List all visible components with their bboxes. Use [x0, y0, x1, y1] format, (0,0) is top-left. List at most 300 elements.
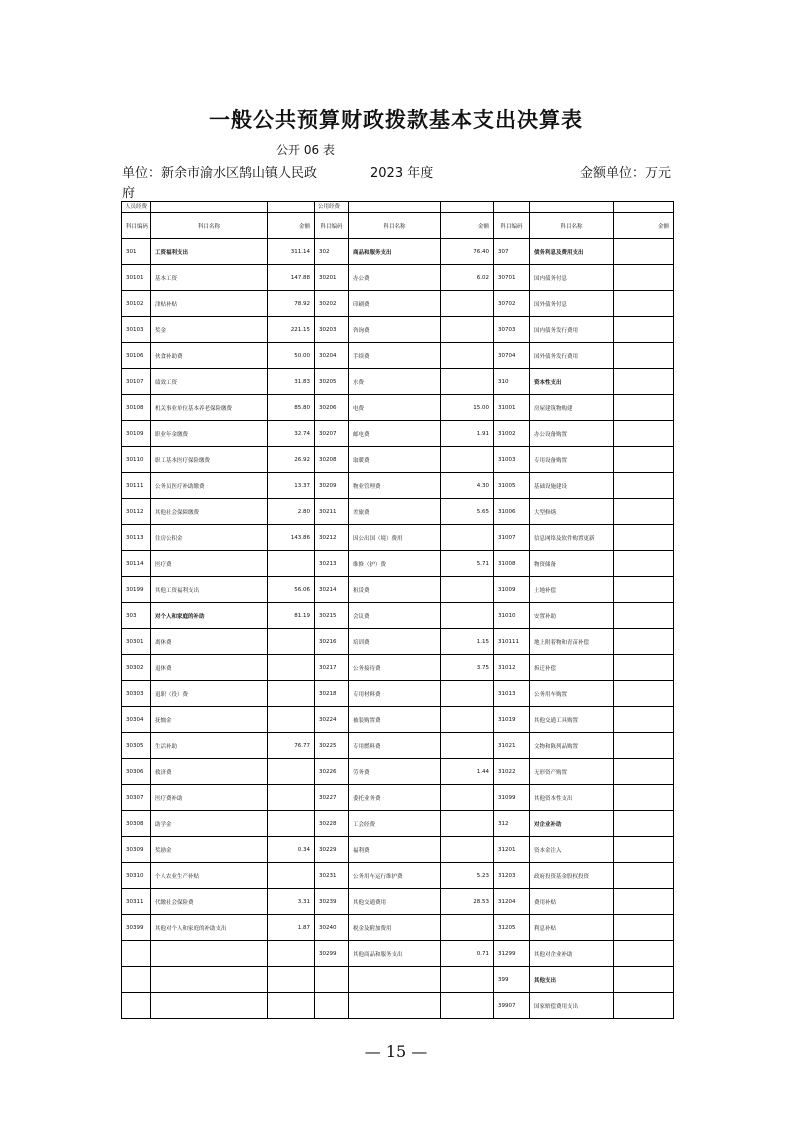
amount-cell	[614, 421, 674, 447]
name-cell: 培训费	[349, 629, 441, 655]
code-cell: 30204	[315, 343, 349, 369]
code-cell: 30199	[122, 577, 151, 603]
amount-cell	[441, 837, 494, 863]
amount-cell	[614, 499, 674, 525]
name-cell: 拆迁补偿	[530, 655, 614, 681]
code-cell: 30302	[122, 655, 151, 681]
name-cell: 维修（护）费	[349, 551, 441, 577]
table-row	[122, 707, 674, 733]
name-cell	[151, 941, 268, 967]
amount-cell: 50.00	[268, 343, 315, 369]
name-cell	[151, 967, 268, 993]
unit-label: 单位：新余市渝水区鹄山镇人民政	[122, 166, 318, 181]
header-code: 科目编码	[494, 213, 530, 239]
name-cell: 津贴补贴	[151, 291, 268, 317]
name-cell: 物业管理费	[349, 473, 441, 499]
name-cell: 税金及附加费用	[349, 915, 441, 941]
code-cell: 30218	[315, 681, 349, 707]
amount-cell: 2.80	[268, 499, 315, 525]
amount-cell: 85.80	[268, 395, 315, 421]
amount-cell	[441, 447, 494, 473]
code-cell: 30239	[315, 889, 349, 915]
table-row	[122, 395, 674, 421]
amount-cell: 81.19	[268, 603, 315, 629]
header-name: 科目名称	[530, 213, 614, 239]
amount-cell: 4.30	[441, 473, 494, 499]
amount-cell	[268, 785, 315, 811]
code-cell: 30240	[315, 915, 349, 941]
name-cell: 会议费	[349, 603, 441, 629]
code-cell: 31019	[494, 707, 530, 733]
name-cell: 退休费	[151, 655, 268, 681]
amount-cell	[441, 525, 494, 551]
name-cell: 无形资产购置	[530, 759, 614, 785]
name-cell: 大型修缮	[530, 499, 614, 525]
code-cell: 30106	[122, 343, 151, 369]
name-cell: 奖励金	[151, 837, 268, 863]
header-code: 科目编码	[315, 213, 349, 239]
table-row	[122, 655, 674, 681]
name-cell: 个人农业生产补贴	[151, 863, 268, 889]
name-cell: 邮电费	[349, 421, 441, 447]
amount-cell: 26.92	[268, 447, 315, 473]
amount-cell	[614, 551, 674, 577]
code-cell: 31012	[494, 655, 530, 681]
code-cell: 30203	[315, 317, 349, 343]
amount-cell	[614, 317, 674, 343]
code-cell: 31201	[494, 837, 530, 863]
amount-cell: 221.15	[268, 317, 315, 343]
name-cell: 差旅费	[349, 499, 441, 525]
amount-cell: 13.37	[268, 473, 315, 499]
amount-cell	[268, 707, 315, 733]
amount-cell	[441, 681, 494, 707]
code-cell: 30704	[494, 343, 530, 369]
page-title: 一般公共预算财政拨款基本支出决算表	[209, 107, 583, 132]
code-cell: 310111	[494, 629, 530, 655]
code-cell: 31203	[494, 863, 530, 889]
code-cell: 30202	[315, 291, 349, 317]
name-cell: 绩效工资	[151, 369, 268, 395]
code-cell: 30225	[315, 733, 349, 759]
amount-cell	[268, 863, 315, 889]
amount-cell	[441, 603, 494, 629]
amount-cell	[441, 967, 494, 993]
amount-cell	[614, 811, 674, 837]
amount-cell	[614, 889, 674, 915]
amount-cell	[614, 785, 674, 811]
amount-cell	[268, 629, 315, 655]
code-cell: 30107	[122, 369, 151, 395]
amount-cell: 78.92	[268, 291, 315, 317]
name-cell: 地上附着物和青苗补偿	[530, 629, 614, 655]
amount-cell	[268, 759, 315, 785]
name-cell: 基本工资	[151, 265, 268, 291]
code-cell: 30114	[122, 551, 151, 577]
name-cell: 职业年金缴费	[151, 421, 268, 447]
amount-cell	[441, 785, 494, 811]
amount-cell	[441, 811, 494, 837]
code-cell: 31010	[494, 603, 530, 629]
amount-cell	[614, 291, 674, 317]
code-cell: 301	[122, 239, 151, 265]
code-cell: 30211	[315, 499, 349, 525]
table-row	[122, 577, 674, 603]
code-cell: 31299	[494, 941, 530, 967]
amount-cell: 1.87	[268, 915, 315, 941]
code-cell: 30112	[122, 499, 151, 525]
code-cell: 31008	[494, 551, 530, 577]
amount-cell	[268, 941, 315, 967]
name-cell: 对企业补助	[530, 811, 614, 837]
table-row	[122, 681, 674, 707]
amount-cell	[268, 811, 315, 837]
name-cell: 奖金	[151, 317, 268, 343]
code-cell: 307	[494, 239, 530, 265]
amount-cell	[614, 473, 674, 499]
table-row	[122, 551, 674, 577]
amount-cell	[441, 291, 494, 317]
category-row	[122, 202, 674, 213]
name-cell: 物资储备	[530, 551, 614, 577]
amount-cell	[441, 317, 494, 343]
table-row	[122, 785, 674, 811]
amount-cell	[441, 733, 494, 759]
code-cell: 31022	[494, 759, 530, 785]
code-cell: 30217	[315, 655, 349, 681]
amount-cell	[614, 681, 674, 707]
amount-cell: 32.74	[268, 421, 315, 447]
code-cell: 312	[494, 811, 530, 837]
code-cell: 30309	[122, 837, 151, 863]
name-cell: 国外债务付息	[530, 291, 614, 317]
name-cell	[349, 967, 441, 993]
name-cell: 因公出国（境）费用	[349, 525, 441, 551]
amount-cell	[614, 837, 674, 863]
name-cell: 电费	[349, 395, 441, 421]
code-cell: 31099	[494, 785, 530, 811]
name-cell: 水费	[349, 369, 441, 395]
header-code: 科目编码	[122, 213, 151, 239]
code-cell: 30201	[315, 265, 349, 291]
table-row	[122, 291, 674, 317]
code-cell: 31205	[494, 915, 530, 941]
amount-cell	[441, 343, 494, 369]
amount-cell: 31.83	[268, 369, 315, 395]
name-cell	[151, 993, 268, 1019]
name-cell: 资本金注入	[530, 837, 614, 863]
name-cell: 其他社会保障缴费	[151, 499, 268, 525]
code-cell: 31009	[494, 577, 530, 603]
code-cell: 30212	[315, 525, 349, 551]
name-cell: 商品和服务支出	[349, 239, 441, 265]
table-row	[122, 759, 674, 785]
code-cell: 30110	[122, 447, 151, 473]
name-cell: 手续费	[349, 343, 441, 369]
code-cell: 30310	[122, 863, 151, 889]
amount-cell	[614, 655, 674, 681]
table-code: 公开 06 表	[276, 143, 335, 157]
amount-cell	[614, 967, 674, 993]
code-cell	[315, 993, 349, 1019]
amount-cell: 5.23	[441, 863, 494, 889]
amount-cell: 5.71	[441, 551, 494, 577]
amount-cell	[614, 525, 674, 551]
name-cell	[349, 993, 441, 1019]
amount-cell	[441, 369, 494, 395]
amount-cell	[614, 863, 674, 889]
budget-table	[121, 201, 674, 1019]
name-cell: 文物和陈列品购置	[530, 733, 614, 759]
name-cell: 对个人和家庭的补助	[151, 603, 268, 629]
amount-cell: 0.34	[268, 837, 315, 863]
name-cell: 工资福利支出	[151, 239, 268, 265]
amount-cell: 1.44	[441, 759, 494, 785]
code-cell: 302	[315, 239, 349, 265]
code-cell: 30399	[122, 915, 151, 941]
name-cell: 抚恤金	[151, 707, 268, 733]
code-cell: 30701	[494, 265, 530, 291]
table-row	[122, 499, 674, 525]
amount-unit-label: 金额单位：万元	[580, 166, 672, 181]
code-cell: 30206	[315, 395, 349, 421]
table-row	[122, 863, 674, 889]
table-row	[122, 421, 674, 447]
code-cell: 30226	[315, 759, 349, 785]
amount-cell	[441, 577, 494, 603]
code-cell: 30228	[315, 811, 349, 837]
code-cell: 30216	[315, 629, 349, 655]
code-cell: 30306	[122, 759, 151, 785]
table-row	[122, 265, 674, 291]
code-cell: 30311	[122, 889, 151, 915]
code-cell: 30213	[315, 551, 349, 577]
header-name: 科目名称	[151, 213, 268, 239]
amount-cell	[614, 941, 674, 967]
amount-cell	[614, 707, 674, 733]
code-cell: 30102	[122, 291, 151, 317]
table-row	[122, 525, 674, 551]
name-cell: 费用补贴	[530, 889, 614, 915]
code-cell: 30308	[122, 811, 151, 837]
amount-cell	[614, 603, 674, 629]
name-cell: 代缴社会保险费	[151, 889, 268, 915]
table-row	[122, 811, 674, 837]
name-cell: 信息网络及软件购置更新	[530, 525, 614, 551]
table-row	[122, 915, 674, 941]
amount-cell	[614, 239, 674, 265]
name-cell: 咨询费	[349, 317, 441, 343]
name-cell: 委托业务费	[349, 785, 441, 811]
table-row	[122, 967, 674, 993]
amount-cell	[268, 681, 315, 707]
name-cell: 公务用车购置	[530, 681, 614, 707]
amount-cell	[441, 915, 494, 941]
code-cell: 30215	[315, 603, 349, 629]
amount-cell: 76.77	[268, 733, 315, 759]
code-cell: 30205	[315, 369, 349, 395]
amount-cell	[614, 759, 674, 785]
amount-cell: 15.00	[441, 395, 494, 421]
amount-cell	[614, 733, 674, 759]
amount-cell	[614, 369, 674, 395]
amount-cell: 147.88	[268, 265, 315, 291]
code-cell	[122, 967, 151, 993]
code-cell: 30303	[122, 681, 151, 707]
table-row	[122, 837, 674, 863]
table-row	[122, 733, 674, 759]
code-cell: 30227	[315, 785, 349, 811]
name-cell: 其他资本性支出	[530, 785, 614, 811]
code-cell: 30207	[315, 421, 349, 447]
name-cell: 政府投资基金股权投资	[530, 863, 614, 889]
amount-cell: 311.14	[268, 239, 315, 265]
table-row	[122, 447, 674, 473]
name-cell: 劳务费	[349, 759, 441, 785]
name-cell: 其他工资福利支出	[151, 577, 268, 603]
name-cell: 离休费	[151, 629, 268, 655]
category-public: 公用经费	[315, 202, 349, 213]
unit-label-cont: 府	[122, 186, 136, 201]
code-cell: 30103	[122, 317, 151, 343]
code-cell: 399	[494, 967, 530, 993]
header-amount: 金额	[614, 213, 674, 239]
amount-cell	[268, 967, 315, 993]
amount-cell	[614, 629, 674, 655]
amount-cell: 1.15	[441, 629, 494, 655]
year-label: 2023 年度	[370, 166, 434, 181]
header-amount: 金额	[268, 213, 315, 239]
code-cell: 30109	[122, 421, 151, 447]
code-cell: 30301	[122, 629, 151, 655]
name-cell: 退职（役）费	[151, 681, 268, 707]
name-cell: 医疗费	[151, 551, 268, 577]
name-cell: 办公费	[349, 265, 441, 291]
amount-cell: 0.71	[441, 941, 494, 967]
name-cell: 被装购置费	[349, 707, 441, 733]
code-cell: 30702	[494, 291, 530, 317]
code-cell	[122, 993, 151, 1019]
name-cell: 资本性支出	[530, 369, 614, 395]
code-cell: 310	[494, 369, 530, 395]
code-cell: 30113	[122, 525, 151, 551]
amount-cell: 56.06	[268, 577, 315, 603]
code-cell: 30108	[122, 395, 151, 421]
code-cell: 30209	[315, 473, 349, 499]
table-row	[122, 889, 674, 915]
header-row	[122, 213, 674, 239]
table-row	[122, 993, 674, 1019]
name-cell: 安置补助	[530, 603, 614, 629]
name-cell: 福利费	[349, 837, 441, 863]
code-cell: 30305	[122, 733, 151, 759]
amount-cell	[614, 993, 674, 1019]
table-row	[122, 603, 674, 629]
code-cell: 39907	[494, 993, 530, 1019]
name-cell: 医疗费补助	[151, 785, 268, 811]
amount-cell: 5.65	[441, 499, 494, 525]
name-cell: 公务用车运行维护费	[349, 863, 441, 889]
table-row	[122, 473, 674, 499]
code-cell: 31013	[494, 681, 530, 707]
code-cell: 30101	[122, 265, 151, 291]
code-cell: 31007	[494, 525, 530, 551]
name-cell: 其他对企业补助	[530, 941, 614, 967]
code-cell: 31001	[494, 395, 530, 421]
amount-cell: 6.02	[441, 265, 494, 291]
category-personnel: 人员经费	[122, 202, 151, 213]
name-cell: 伙食补助费	[151, 343, 268, 369]
name-cell: 国内债务付息	[530, 265, 614, 291]
amount-cell	[614, 265, 674, 291]
name-cell: 专用设备购置	[530, 447, 614, 473]
code-cell: 30299	[315, 941, 349, 967]
name-cell: 工会经费	[349, 811, 441, 837]
name-cell: 利息补贴	[530, 915, 614, 941]
amount-cell	[614, 395, 674, 421]
name-cell: 其他支出	[530, 967, 614, 993]
code-cell: 31204	[494, 889, 530, 915]
name-cell: 其他对个人和家庭的补助支出	[151, 915, 268, 941]
table-row	[122, 317, 674, 343]
amount-cell	[614, 915, 674, 941]
table-row	[122, 941, 674, 967]
name-cell: 专用燃料费	[349, 733, 441, 759]
name-cell: 土地补偿	[530, 577, 614, 603]
name-cell: 其他交通费用	[349, 889, 441, 915]
name-cell: 国外债务发行费用	[530, 343, 614, 369]
name-cell: 印刷费	[349, 291, 441, 317]
code-cell: 31006	[494, 499, 530, 525]
table-row	[122, 343, 674, 369]
name-cell: 基础设施建设	[530, 473, 614, 499]
amount-cell	[268, 551, 315, 577]
page-number: — 15 —	[364, 1042, 428, 1061]
name-cell: 专用材料费	[349, 681, 441, 707]
name-cell: 房屋建筑物购建	[530, 395, 614, 421]
name-cell: 救济费	[151, 759, 268, 785]
code-cell: 31005	[494, 473, 530, 499]
code-cell: 30111	[122, 473, 151, 499]
code-cell	[122, 941, 151, 967]
amount-cell	[441, 993, 494, 1019]
name-cell: 国家赔偿费用支出	[530, 993, 614, 1019]
amount-cell	[614, 343, 674, 369]
name-cell: 公务接待费	[349, 655, 441, 681]
code-cell: 31021	[494, 733, 530, 759]
name-cell: 办公设备购置	[530, 421, 614, 447]
name-cell: 其他交通工具购置	[530, 707, 614, 733]
name-cell: 职工基本医疗保险缴费	[151, 447, 268, 473]
amount-cell	[268, 655, 315, 681]
name-cell: 国内债务发行费用	[530, 317, 614, 343]
name-cell: 助学金	[151, 811, 268, 837]
header-amount: 金额	[441, 213, 494, 239]
amount-cell	[614, 447, 674, 473]
name-cell: 生活补助	[151, 733, 268, 759]
amount-cell: 3.75	[441, 655, 494, 681]
amount-cell: 3.31	[268, 889, 315, 915]
code-cell: 30304	[122, 707, 151, 733]
header-name: 科目名称	[349, 213, 441, 239]
code-cell: 30703	[494, 317, 530, 343]
name-cell: 机关事业单位基本养老保险缴费	[151, 395, 268, 421]
amount-cell: 143.86	[268, 525, 315, 551]
name-cell: 其他商品和服务支出	[349, 941, 441, 967]
code-cell: 30224	[315, 707, 349, 733]
code-cell	[315, 967, 349, 993]
name-cell: 债务利息及费用支出	[530, 239, 614, 265]
